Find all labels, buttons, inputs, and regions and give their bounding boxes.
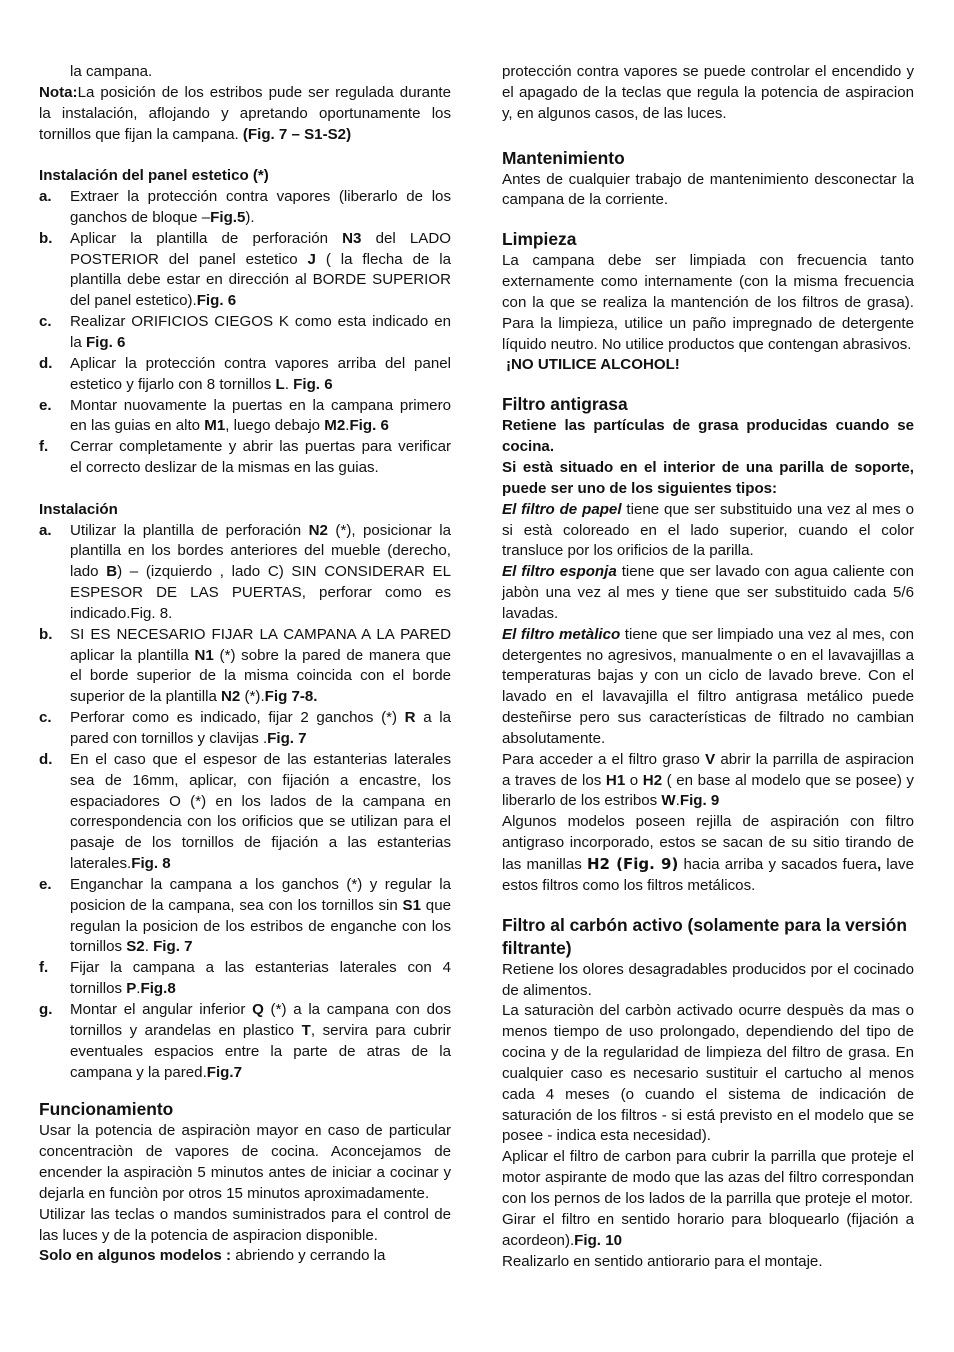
list-item: d. En el caso que el espesor de las estanterias laterales sea de 16mm, aplicar, con fijación a encastre, los espaciadores O (*) en los lados de la campana en correspondencia con los orificios que se utilizan para el pasaje de los tornillos de fijación a las estanterias laterales.Fig. 8 bbox=[39, 750, 451, 873]
instalacion-section-title: Instalación bbox=[39, 500, 118, 518]
continuation-paragraph: protección contra vapores se puede controlar el encendido y el apagado de la teclas que regula la potencia de aspiracion y, en algunos casos, de las luces. bbox=[502, 63, 914, 122]
limpieza-heading: Limpieza bbox=[502, 229, 577, 250]
list-item: g. Montar el angular inferior Q (*) a la campana con dos tornillos y arandelas en plastico T, servira para cubrir eventuales espacios entre la parte de atras de la campana y la pared.Fig.7 bbox=[39, 1000, 451, 1081]
list-item: f. Cerrar completamente y abrir las puertas para verificar el correcto deslizar de la mismas en las guias. bbox=[39, 438, 451, 477]
alcohol-warning: ¡NO UTILICE ALCOHOL! bbox=[506, 356, 680, 374]
carbon-paragraph: Aplicar el filtro de carbon para cubrir la parrilla que proteje el motor aspirante de modo que las azas del filtro correspondan con los pernos de los lados de la parrilla que proteje el motor. bbox=[502, 1148, 914, 1207]
nota-paragraph: Nota:La posición de los estribos pude ser regulada durante la instalación, aflojando y apretando oportunamente los tornillos que fijan la campana. (Fig. 7 – S1-S2) bbox=[39, 83, 451, 143]
list-item: a. Extraer la protección contra vapores (liberarlo de los ganchos de bloque –Fig.5). bbox=[39, 188, 451, 226]
mantenimiento-paragraph: Antes de cualquier trabajo de mantenimiento desconectar la campana de la corriente. bbox=[502, 170, 914, 209]
funcionamiento-paragraph: Usar la potencia de aspiraciòn mayor en caso de particular concentraciòn de vapores de cocina. Aconcejamos de encender la aspiraciòn 5 minutos antes de iniciar a cocinar y dejarla en funciòn por otros 15 minutos aproximadamente. bbox=[39, 1122, 451, 1202]
continuation-line: la campana. bbox=[70, 63, 153, 80]
acceso-filtro-paragraph: Para acceder a el filtro graso V abrir la parrilla de aspiracion a traves de los H1 o H2 ( en base al modelo que se posee) y liberarlo de los estribos W.Fig. 9 bbox=[502, 750, 914, 810]
list-item: d. Aplicar la protección contra vapores arriba del panel estetico y fijarlo con 8 tornillos L. Fig. 6 bbox=[39, 354, 451, 393]
list-item: b. Aplicar la plantilla de perforación N3 del LADO POSTERIOR del panel estetico J ( la flecha de la plantilla debe estar en dirección al BORDE SUPERIOR del panel estetico).Fig. 6 bbox=[39, 229, 451, 310]
list-item: f. Fijar la campana a las estanterias laterales con 4 tornillos P.Fig.8 bbox=[39, 959, 451, 998]
list-item: e. Montar nuovamente la puertas en la campana primero en las guias en alto M1, luego debajo M2.Fig. 6 bbox=[39, 396, 451, 435]
filtro-carbon-heading: Filtro al carbón activo (solamente para la versión filtrante) bbox=[502, 914, 907, 958]
right-column bbox=[502, 62, 914, 1272]
carbon-paragraph: Realizarlo en sentido antiorario para el montaje. bbox=[502, 1252, 823, 1270]
carbon-paragraph: La saturaciòn del carbòn activado ocurre despuès da mas o menos tiempo de uso prolongado, dependiendo del tipo de cocina y de la regularidad de limpieza del filtro de grasa. En cualquier caso es necesario sustituir el cartucho al menos cada 4 meses (o cuando el sistema de indicación de saturación de los filtros - si está previsto en el modelo que se posee - indica esta necesidad). bbox=[502, 1002, 914, 1145]
filtro-antigrasa-bold-para: Retiene las partículas de grasa producidas cuando se cocina. bbox=[502, 417, 914, 456]
limpieza-paragraph: La campana debe ser limpiada con frecuencia tanto externamente como internamente (con la misma frecuencia con la que se realiza la mantención de los filtros de grasa). Para la limpieza, utilice un paño impregnado de detergente líquido neutro. No utilice productos que contengan abrasivos. bbox=[502, 252, 914, 353]
carbon-paragraph: Retiene los olores desagradables producidos por el cocinado de alimentos. bbox=[502, 960, 914, 999]
filtro-metalico-paragraph: El filtro metàlico tiene que ser limpiado una vez al mes, con detergentes no agresivos, manualmente o en el lavavajillas a temperaturas bajas y con un ciclo de lavado breve. Con el lavado en el lavavajilla el filtro antigrasa metálico puede desteñirse pero sus características de filtrado no cambian absolutamente. bbox=[502, 625, 915, 747]
list-item: a. Utilizar la plantilla de perforación N2 (*), posicionar la plantilla en los bordes anteriores del mueble (derecho, lado B) – (izquierdo , lado C) SIN CONSIDERAR EL ESPESOR DE LAS PUERTAS, perforar como es indicado.Fig. 8. bbox=[39, 521, 451, 622]
list-item: e. Enganchar la campana a los ganchos (*) y regular la posicion de la campana, sea con los tornillos sin S1 que regulan la posicion de los estribos de enganche con los tornillos S2. Fig. 7 bbox=[39, 875, 451, 956]
funcionamiento-heading: Funcionamiento bbox=[39, 1099, 174, 1120]
list-item: b. SI ES NECESARIO FIJAR LA CAMPANA A LA PARED aplicar la plantilla N1 (*) sobre la pared de manera que el borde superior de la misma coincida con el borde superior de la plantilla N2 (*).Fig 7-8. bbox=[39, 625, 451, 706]
carbon-paragraph: Girar el filtro en sentido horario para bloquearlo (fijación a acordeon).Fig. 10 bbox=[502, 1210, 914, 1249]
left-column bbox=[39, 62, 451, 1267]
funcionamiento-paragraph: Utilizar las teclas o mandos suministrados para el control de las luces y de la potencia de aspiracion disponible. bbox=[39, 1205, 451, 1244]
algunos-modelos-paragraph: Algunos modelos poseen rejilla de aspiración con filtro antigraso incorporado, estos se sacan de su sitio tirando de las manillas H2 (Fig. 9) hacia arriba y sacados fuera, lave estos filtros como los filtros metálicos. bbox=[502, 813, 915, 894]
mantenimiento-heading: Mantenimiento bbox=[502, 147, 625, 168]
filtro-antigrasa-heading: Filtro antigrasa bbox=[502, 394, 628, 415]
filtro-esponja-paragraph: El filtro esponja tiene que ser lavado con agua caliente con jabòn una vez al mes y tiene que ser substituido cada 5/6 lavadas. bbox=[502, 563, 915, 622]
list-item: c. Perforar como es indicado, fijar 2 ganchos (*) R a la pared con tornillos y clavijas .Fig. 7 bbox=[39, 709, 451, 747]
filtro-antigrasa-bold-para: Si està situado en el interior de una parilla de soporte, puede ser uno de los siguientes tipos: bbox=[502, 458, 914, 497]
filtro-papel-paragraph: El filtro de papel tiene que ser substituido una vez al mes o si està coloreado en el lado superior, cuando el color transluce por los orificios de la parilla. bbox=[502, 500, 914, 560]
panel-section-title: Instalación del panel estetico (*) bbox=[39, 167, 269, 185]
list-item: c. Realizar ORIFICIOS CIEGOS K como esta indicado en la Fig. 6 bbox=[39, 313, 451, 351]
funcionamiento-paragraph: Solo en algunos modelos : abriendo y cerrando la bbox=[39, 1247, 386, 1265]
